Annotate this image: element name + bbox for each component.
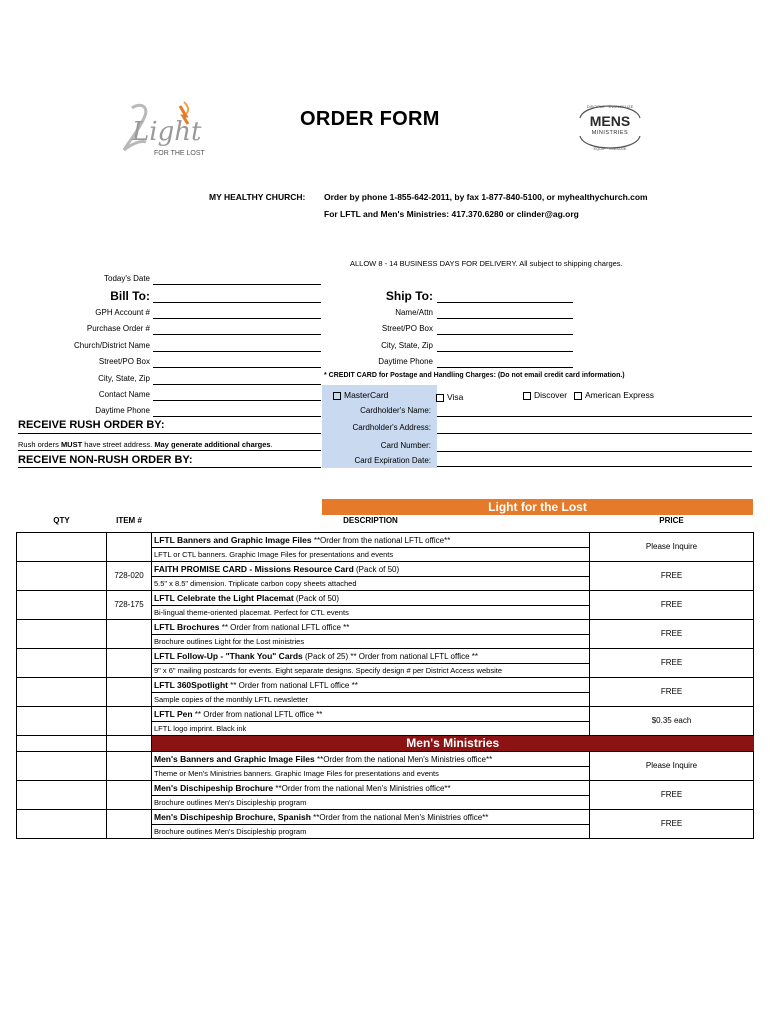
price-cell: FREE <box>590 809 754 838</box>
card-expiration-label: Card Expiration Date: <box>354 456 431 465</box>
item-description: 5.5" x 8.5" dimension. Triplicate carbon copy sheets attached <box>154 578 357 588</box>
ship-name-field[interactable] <box>437 308 573 319</box>
item-name <box>152 810 589 825</box>
description-cell <box>152 706 590 735</box>
bill-street-label: Street/PO Box <box>98 357 150 366</box>
item-description: Brochure outlines Men's Discipleship program <box>154 797 307 807</box>
bill-phone-field[interactable] <box>153 406 321 417</box>
item-note: (Pack of 50) <box>293 593 340 603</box>
discover-option[interactable] <box>523 390 567 400</box>
rush-note <box>18 440 273 449</box>
mastercard-option[interactable] <box>333 390 388 400</box>
logo-script-text: Light <box>132 117 202 147</box>
description-header: DESCRIPTION <box>152 516 590 532</box>
qty-cell[interactable] <box>17 809 107 838</box>
ship-phone-label: Daytime Phone <box>378 357 433 366</box>
qty-cell[interactable] <box>17 780 107 809</box>
amex-checkbox[interactable] <box>574 392 582 400</box>
price-header: PRICE <box>590 516 754 532</box>
cardholder-name-field[interactable] <box>437 406 752 417</box>
rush-note-bold: May generate additional charges <box>154 440 271 449</box>
cardholder-address-label: Cardholder's Address: <box>352 423 431 432</box>
description-cell <box>152 561 590 590</box>
contact-line-2: For LFTL and Men's Ministries: 417.370.6280 or clinder@ag.org <box>324 209 579 219</box>
item-title: LFTL Follow-Up - "Thank You" Cards <box>154 650 303 661</box>
qty-cell[interactable] <box>17 590 107 619</box>
item-number-cell <box>107 648 152 677</box>
rush-note-must: MUST <box>60 440 83 449</box>
item-name <box>152 781 589 796</box>
item-number-cell: 728-175 <box>107 590 152 619</box>
item-number-cell <box>107 780 152 809</box>
card-number-field[interactable] <box>437 441 752 452</box>
item-name <box>152 562 589 577</box>
item-note: **Order from the national Men's Ministries office** <box>310 812 489 822</box>
visa-checkbox[interactable] <box>436 394 444 402</box>
ship-street-label: Street/PO Box <box>381 324 433 333</box>
description-cell <box>152 619 590 648</box>
item-description: 9" x 6" mailing postcards for events. Eight separate designs. Specify design # per District Access website <box>154 665 502 675</box>
price-cell: Please Inquire <box>590 751 754 780</box>
qty-header: QTY <box>17 516 107 532</box>
description-cell <box>152 590 590 619</box>
item-title: Men's Dischipeship Brochure <box>154 782 274 793</box>
item-number-cell <box>107 751 152 780</box>
rush-order-label: RECEIVE RUSH ORDER BY: <box>18 419 165 431</box>
gph-account-label: GPH Account # <box>95 308 150 317</box>
item-description: LFTL or CTL banners. Graphic Image Files for presentations and events <box>154 549 394 559</box>
qty-cell[interactable] <box>17 706 107 735</box>
description-cell <box>152 751 590 780</box>
lftl-items <box>17 532 754 735</box>
item-title: Men's Dischipeship Brochure, Spanish <box>154 811 311 822</box>
rush-note-text: Rush orders <box>18 440 61 449</box>
item-note: ** Order from national LFTL office ** <box>227 680 358 690</box>
item-note: **Order from the national LFTL office** <box>311 535 451 545</box>
table-row <box>17 677 754 706</box>
mens-logo-bottom-text: EQUIP · ENGAGE <box>593 146 627 151</box>
table-header-row <box>17 516 754 532</box>
discover-label: Discover <box>534 390 568 400</box>
visa-option[interactable] <box>436 392 463 402</box>
ship-to-field[interactable] <box>437 290 573 303</box>
item-description: Theme or Men's Ministries banners. Graphic Image Files for presentations and events <box>154 768 439 778</box>
ship-city-label: City, State, Zip <box>381 341 433 350</box>
item-name <box>152 591 589 606</box>
item-note: ** Order from national LFTL office ** <box>192 709 323 719</box>
purchase-order-label: Purchase Order # <box>86 324 150 333</box>
mastercard-label: MasterCard <box>344 390 389 400</box>
item-number-cell <box>107 809 152 838</box>
mens-band-row <box>17 735 754 751</box>
contact-label: MY HEALTHY CHURCH: <box>209 192 306 202</box>
item-number-cell <box>107 532 152 561</box>
todays-date-field[interactable] <box>153 274 321 285</box>
cardholder-name-label: Cardholder's Name: <box>360 406 431 415</box>
bill-to-label: Bill To: <box>110 289 150 303</box>
item-description: Brochure outlines Men's Discipleship program <box>154 826 307 836</box>
item-number-cell <box>107 706 152 735</box>
item-description: Brochure outlines Light for the Lost ministries <box>154 636 305 646</box>
purchase-order-field[interactable] <box>153 324 321 335</box>
table-row <box>17 706 754 735</box>
item-name <box>152 649 589 664</box>
rush-note-end: . <box>270 440 273 449</box>
item-number-cell <box>107 619 152 648</box>
qty-cell[interactable] <box>17 648 107 677</box>
qty-cell[interactable] <box>17 751 107 780</box>
light-for-the-lost-logo <box>110 100 215 162</box>
cardholder-address-field[interactable] <box>437 423 752 434</box>
section-band-mens: Men's Ministries <box>152 735 754 751</box>
bill-city-field[interactable] <box>153 374 321 385</box>
delivery-note: ALLOW 8 - 14 BUSINESS DAYS FOR DELIVERY. All subject to shipping charges. <box>350 259 623 268</box>
item-description: LFTL logo imprint. Black ink <box>154 723 247 733</box>
bill-phone-label: Daytime Phone <box>95 406 150 415</box>
description-cell <box>152 532 590 561</box>
mastercard-checkbox[interactable] <box>333 392 341 400</box>
item-note: (Pack of 50) <box>353 564 400 574</box>
item-note: (Pack of 25) ** Order from national LFTL office ** <box>302 651 478 661</box>
item-name <box>152 533 589 548</box>
contact-name-field[interactable] <box>153 390 321 401</box>
rush-divider <box>18 450 321 451</box>
item-number-cell <box>107 677 152 706</box>
ship-name-label: Name/Attn <box>395 308 433 317</box>
logo-tagline: FOR THE LOST <box>154 150 205 157</box>
item-name <box>152 678 589 693</box>
description-cell <box>152 648 590 677</box>
card-expiration-field[interactable] <box>437 456 752 467</box>
price-cell: FREE <box>590 677 754 706</box>
item-description: Bi-lingual theme-oriented placemat. Perfect for CTL events <box>154 607 349 617</box>
mens-logo-top-text: DISCIPLE · EVANGELIZE <box>586 104 634 109</box>
description-cell <box>152 677 590 706</box>
table-row <box>17 590 754 619</box>
item-name <box>152 752 589 767</box>
rush-order-field[interactable] <box>18 421 321 434</box>
credit-card-note: * CREDIT CARD for Postage and Handling Charges: (Do not email credit card information.) <box>324 372 625 379</box>
item-note: **Order from the national Men's Ministries office** <box>314 754 493 764</box>
description-cell <box>152 780 590 809</box>
card-number-label: Card Number: <box>380 441 431 450</box>
price-cell: $0.35 each <box>590 706 754 735</box>
qty-cell[interactable] <box>17 561 107 590</box>
mens-logo-subtitle: MINISTRIES <box>591 130 629 136</box>
item-title: LFTL Celebrate the Light Placemat <box>154 592 294 603</box>
price-cell: FREE <box>590 619 754 648</box>
mens-items <box>17 751 754 838</box>
ship-phone-field[interactable] <box>437 357 573 368</box>
mens-band-qty <box>17 735 107 751</box>
item-title: LFTL Brochures <box>154 621 220 632</box>
item-title: Men's Banners and Graphic Image Files <box>154 753 315 764</box>
price-cell: FREE <box>590 648 754 677</box>
item-header: ITEM # <box>107 516 152 532</box>
table-row <box>17 809 754 838</box>
item-note: **Order from the national Men's Ministries office** <box>273 783 451 793</box>
item-title: LFTL Pen <box>154 708 193 719</box>
item-note: ** Order from national LFTL office ** <box>219 622 350 632</box>
price-cell: FREE <box>590 590 754 619</box>
item-name <box>152 620 589 635</box>
table-row <box>17 648 754 677</box>
bill-to-field[interactable] <box>153 290 321 303</box>
amex-label: American Express <box>585 390 654 400</box>
ship-city-field[interactable] <box>437 341 573 352</box>
section-band-lftl: Light for the Lost <box>322 499 753 515</box>
bill-city-label: City, State, Zip <box>98 374 150 383</box>
mens-logo-title: MENS <box>589 113 631 129</box>
page-title: ORDER FORM <box>300 108 440 130</box>
table-row <box>17 561 754 590</box>
rush-note-mid: have street address. <box>82 440 155 449</box>
table-row <box>17 619 754 648</box>
item-number-cell: 728-020 <box>107 561 152 590</box>
church-name-label: Church/District Name <box>73 341 150 350</box>
church-name-field[interactable] <box>153 341 321 352</box>
item-name <box>152 707 589 722</box>
mens-ministries-logo <box>570 96 650 158</box>
item-title: LFTL 360Spotlight <box>154 679 228 690</box>
visa-label: Visa <box>447 392 464 402</box>
ship-street-field[interactable] <box>437 324 573 335</box>
ship-to-label: Ship To: <box>385 289 433 303</box>
gph-account-field[interactable] <box>153 308 321 319</box>
price-cell: Please Inquire <box>590 532 754 561</box>
todays-date-label: Today's Date <box>104 274 150 283</box>
price-cell: FREE <box>590 561 754 590</box>
table-row <box>17 751 754 780</box>
qty-cell[interactable] <box>17 677 107 706</box>
qty-cell[interactable] <box>17 619 107 648</box>
nonrush-order-label: RECEIVE NON-RUSH ORDER BY: <box>18 454 193 466</box>
contact-name-label: Contact Name <box>98 390 150 399</box>
description-cell <box>152 809 590 838</box>
nonrush-order-field[interactable] <box>18 456 321 468</box>
discover-checkbox[interactable] <box>523 392 531 400</box>
item-title: LFTL Banners and Graphic Image Files <box>154 534 312 545</box>
table-row <box>17 532 754 561</box>
qty-cell[interactable] <box>17 532 107 561</box>
order-table <box>16 516 754 839</box>
item-description: Sample copies of the monthly LFTL newsletter <box>154 694 308 704</box>
contact-line-1: Order by phone 1-855-642-2011, by fax 1-877-840-5100, or myhealthychurch.com <box>324 192 648 202</box>
price-cell: FREE <box>590 780 754 809</box>
bill-street-field[interactable] <box>153 357 321 368</box>
mens-band-item <box>107 735 152 751</box>
item-title: FAITH PROMISE CARD - Missions Resource Card <box>154 563 354 574</box>
table-row <box>17 780 754 809</box>
amex-option[interactable] <box>574 390 654 400</box>
